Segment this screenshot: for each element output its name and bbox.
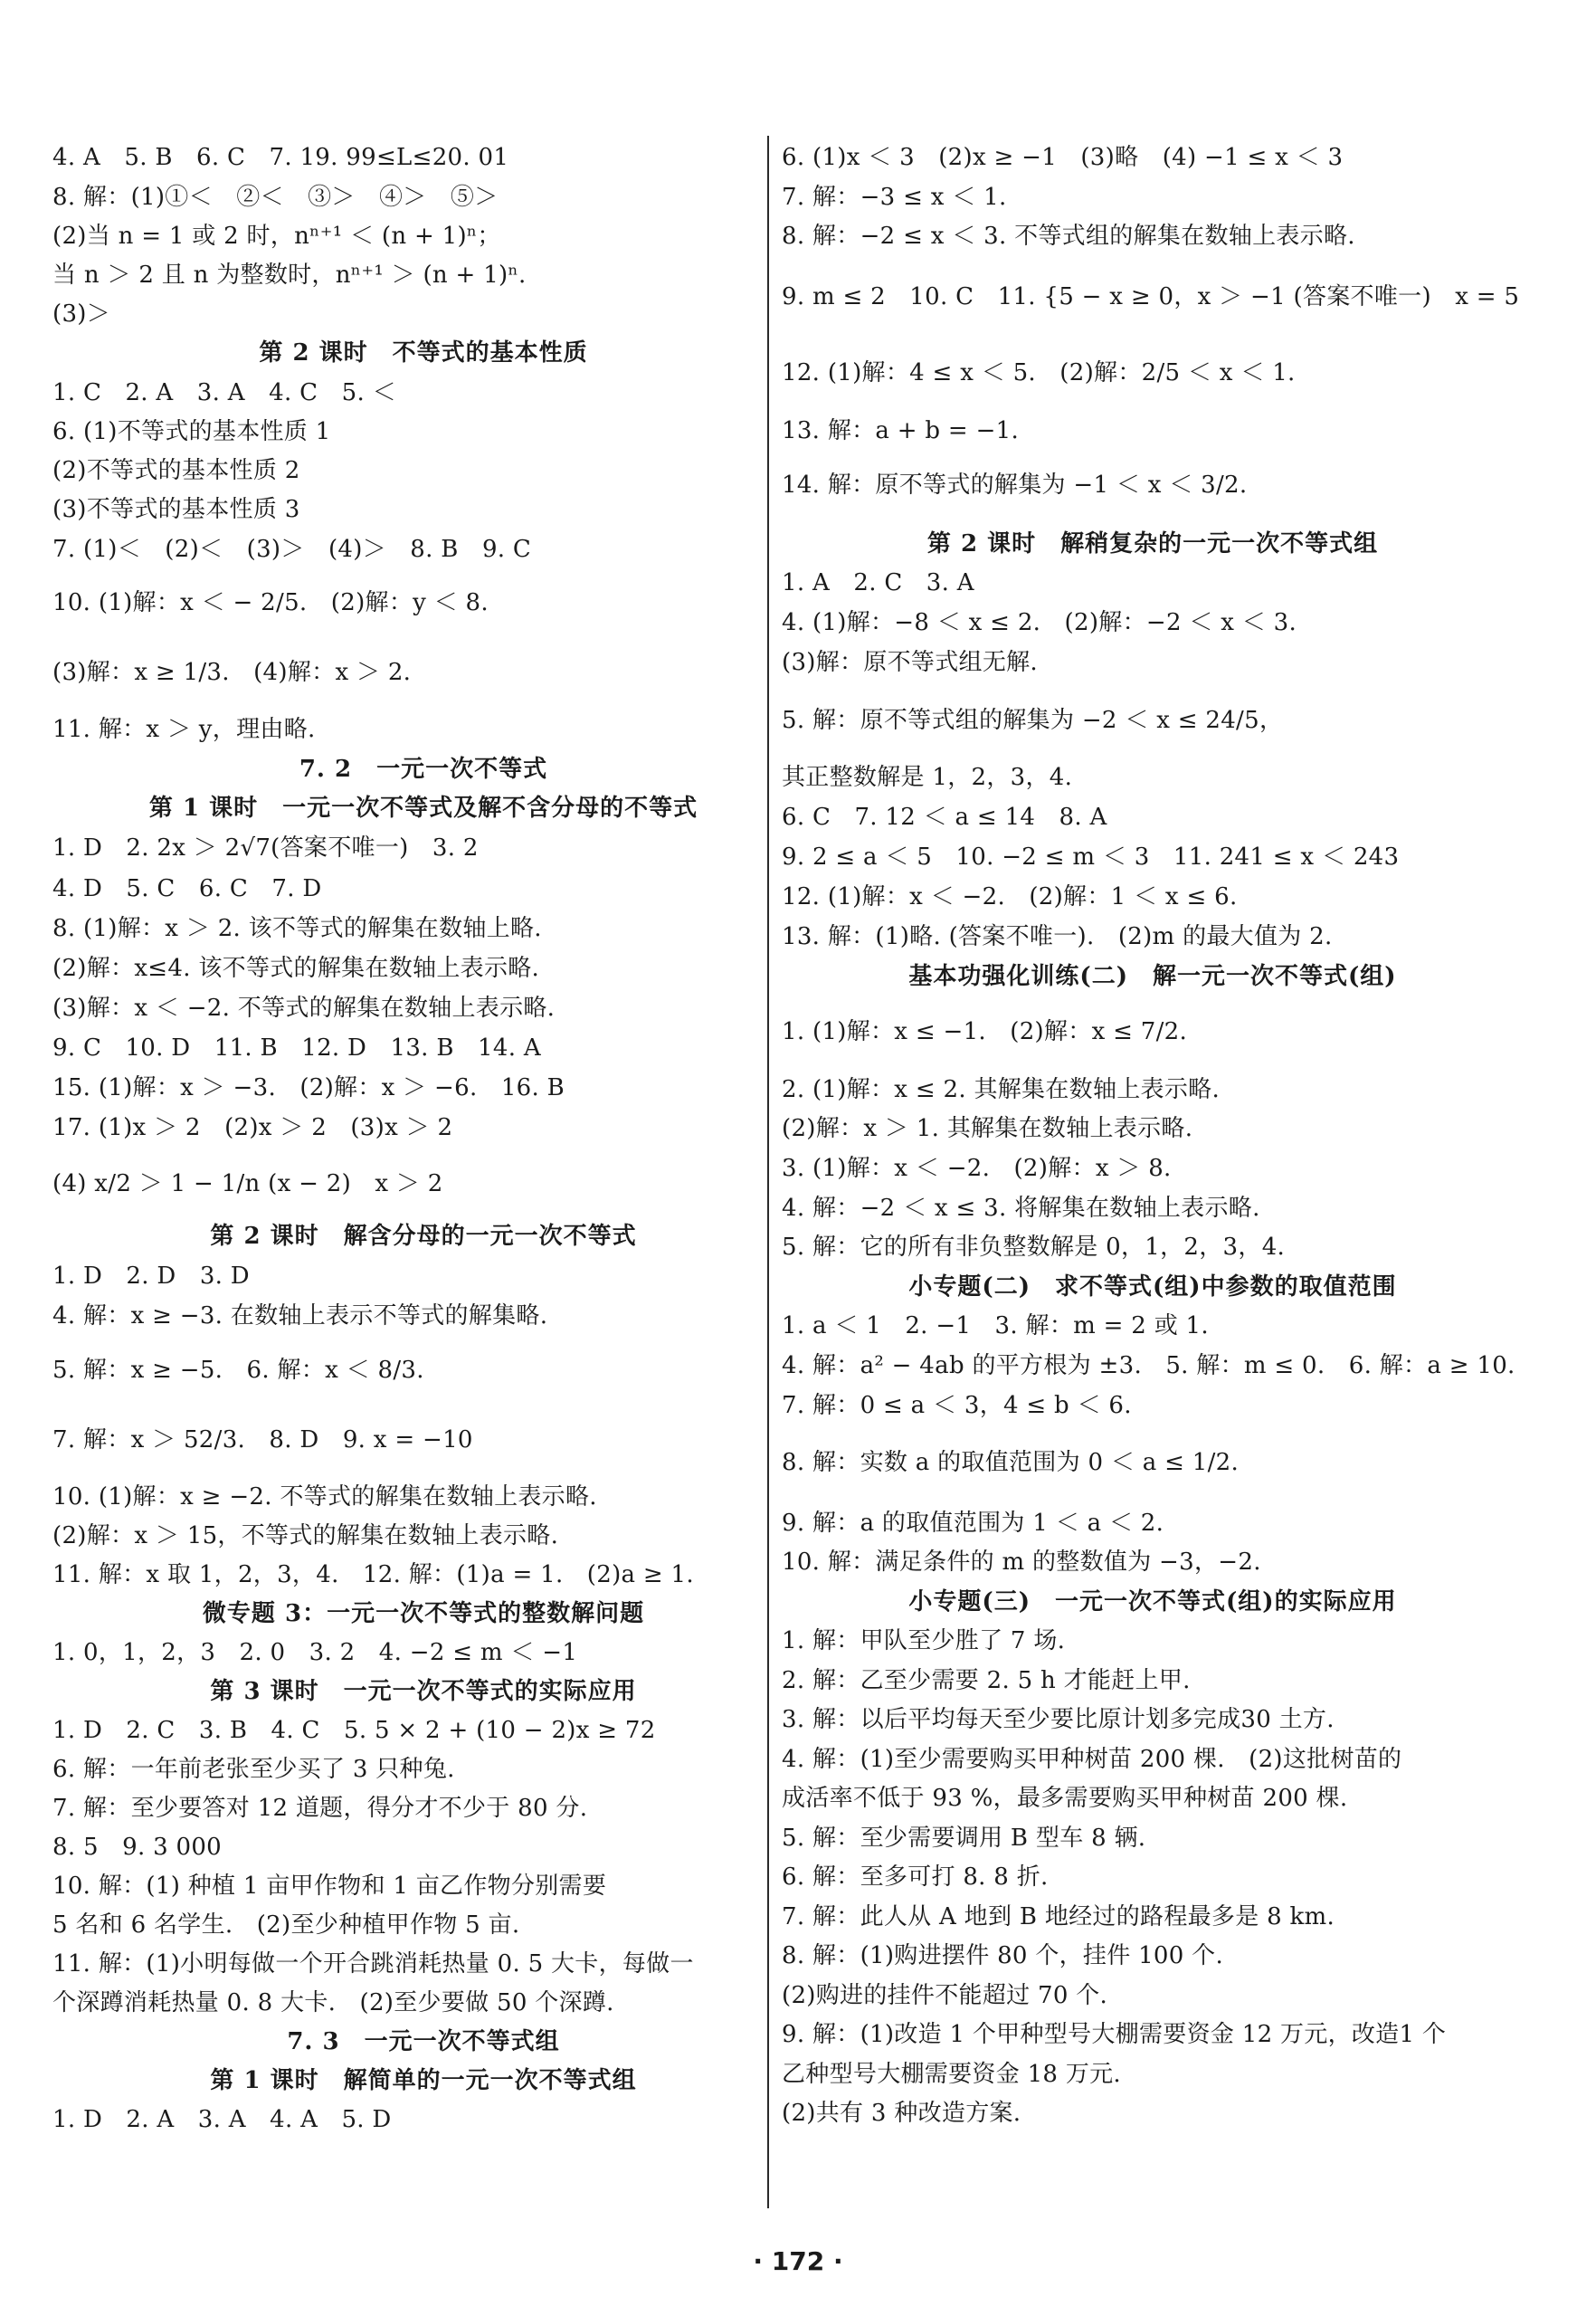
section-heading: 微专题 3：一元一次不等式的整数解问题 <box>202 1600 645 1627</box>
answer-line: 8. (1)解：x ＞ 2. 该不等式的解集在数轴上略. <box>52 915 542 942</box>
answer-line: 10. (1)解：x ＜ − 2/5. (2)解：y ＜ 8. <box>52 589 489 616</box>
answer-line: 10. 解：(1) 种植 1 亩甲作物和 1 亩乙作物分别需要 <box>52 1873 607 1900</box>
answer-line: 17. (1)x ＞ 2 (2)x ＞ 2 (3)x ＞ 2 <box>52 1114 453 1141</box>
answer-line: 6. (1)不等式的基本性质 1 <box>52 418 331 445</box>
page-number: · 172 · <box>753 2246 843 2276</box>
answer-line: (4) x/2 ＞ 1 − 1/n (x − 2) x ＞ 2 <box>52 1170 443 1197</box>
answer-line: 5. 解：它的所有非负整数解是 0，1，2，3，4. <box>782 1234 1286 1261</box>
section-heading: 第 2 课时 解稍复杂的一元一次不等式组 <box>926 530 1379 558</box>
section-heading: 第 2 课时 解含分母的一元一次不等式 <box>210 1223 637 1250</box>
answer-line: 4. D 5. C 6. C 7. D <box>52 875 322 902</box>
answer-line: (2)不等式的基本性质 2 <box>52 457 300 484</box>
answer-line: 1. a ＜ 1 2. −1 3. 解：m = 2 或 1. <box>782 1312 1209 1339</box>
answer-line: 11. 解：x 取 1，2，3，4. 12. 解：(1)a = 1. (2)a ≥ 1. <box>52 1561 694 1588</box>
answer-line: 个深蹲消耗热量 0. 8 大卡. (2)至少要做 50 个深蹲. <box>52 1989 614 2016</box>
section-heading: 7. 3 一元一次不等式组 <box>287 2028 560 2055</box>
answer-line: 6. (1)x ＜ 3 (2)x ≥ −1 (3)略 (4) −1 ≤ x ＜ 3 <box>782 144 1344 171</box>
answer-line: 4. (1)解：−8 ＜ x ≤ 2. (2)解：−2 ＜ x ＜ 3. <box>782 609 1297 636</box>
section-heading: 第 1 课时 解简单的一元一次不等式组 <box>210 2067 637 2094</box>
answer-line: 11. 解：(1)小明每做一个开合跳消耗热量 0. 5 大卡，每做一 <box>52 1950 694 1978</box>
answer-line: (3)解：原不等式组无解. <box>782 649 1038 676</box>
section-heading: 第 3 课时 一元一次不等式的实际应用 <box>210 1678 637 1705</box>
section-heading: 小专题(二) 求不等式(组)中参数的取值范围 <box>908 1273 1397 1301</box>
answer-line: 4. 解：−2 ＜ x ≤ 3. 将解集在数轴上表示略. <box>782 1195 1260 1222</box>
answer-line: (3)解：x ＜ −2. 不等式的解集在数轴上表示略. <box>52 995 556 1022</box>
answer-line: 1. A 2. C 3. A <box>782 569 974 596</box>
answer-line: 6. 解：至多可打 8. 8 折. <box>782 1863 1049 1891</box>
answer-line: 11. 解：x ＞ y，理由略. <box>52 716 316 743</box>
answer-line: 8. 5 9. 3 000 <box>52 1834 223 1861</box>
answer-line: 其正整数解是 1，2，3，4. <box>782 764 1073 791</box>
answer-line: (2)共有 3 种改造方案. <box>782 2100 1021 2127</box>
answer-line: 1. 解：甲队至少胜了 7 场. <box>782 1627 1066 1654</box>
answer-line: 8. 解：−2 ≤ x ＜ 3. 不等式组的解集在数轴上表示略. <box>782 223 1355 250</box>
answer-line: (2)解：x ＞ 15，不等式的解集在数轴上表示略. <box>52 1522 559 1549</box>
answer-line: 1. D 2. A 3. A 4. A 5. D <box>52 2106 392 2133</box>
answer-line: (3)解：x ≥ 1/3. (4)解：x ＞ 2. <box>52 659 412 686</box>
column-divider <box>767 136 769 2208</box>
answer-line: 12. (1)解：4 ≤ x ＜ 5. (2)解：2/5 ＜ x ＜ 1. <box>782 359 1296 386</box>
answer-line: 4. A 5. B 6. C 7. 19. 99≤L≤20. 01 <box>52 144 509 171</box>
answer-line: 7. 解：−3 ≤ x ＜ 1. <box>782 184 1007 211</box>
answer-line: 9. 2 ≤ a ＜ 5 10. −2 ≤ m ＜ 3 11. 241 ≤ x ＜ 243 <box>782 843 1400 871</box>
answer-line: (2)解：x ＞ 1. 其解集在数轴上表示略. <box>782 1115 1193 1142</box>
answer-line: 当 n ＞ 2 且 n 为整数时，nⁿ⁺¹ ＞ (n + 1)ⁿ. <box>52 262 527 289</box>
answer-line: 5. 解：至少需要调用 B 型车 8 辆. <box>782 1825 1146 1852</box>
answer-line: 7. (1)＜ (2)＜ (3)＞ (4)＞ 8. B 9. C <box>52 536 532 563</box>
section-heading: 第 1 课时 一元一次不等式及解不含分母的不等式 <box>148 795 698 822</box>
answer-line: 2. 解：乙至少需要 2. 5 h 才能赶上甲. <box>782 1667 1191 1694</box>
answer-line: 乙种型号大棚需要资金 18 万元. <box>782 2061 1121 2088</box>
answer-line: (3)＞ <box>52 300 111 328</box>
answer-line: 3. (1)解：x ＜ −2. (2)解：x ＞ 8. <box>782 1155 1172 1182</box>
answer-line: 5. 解：x ≥ −5. 6. 解：x ＜ 8/3. <box>52 1357 424 1384</box>
answer-line: 6. 解：一年前老张至少买了 3 只种兔. <box>52 1756 455 1783</box>
answer-line: 1. C 2. A 3. A 4. C 5. ＜ <box>52 379 396 406</box>
answer-line: 1. 0，1，2，3 2. 0 3. 2 4. −2 ≤ m ＜ −1 <box>52 1639 578 1666</box>
answer-line: 13. 解：(1)略. (答案不唯一). (2)m 的最大值为 2. <box>782 923 1333 950</box>
answer-line: 7. 解：至少要答对 12 道题，得分才不少于 80 分. <box>52 1795 588 1822</box>
answer-line: 4. 解：(1)至少需要购买甲种树苗 200 棵. (2)这批树苗的 <box>782 1746 1402 1773</box>
answer-line: (3)不等式的基本性质 3 <box>52 496 300 523</box>
answer-line: 4. 解：x ≥ −3. 在数轴上表示不等式的解集略. <box>52 1302 548 1330</box>
answer-line: 5 名和 6 名学生. (2)至少种植甲作物 5 亩. <box>52 1911 520 1939</box>
answer-line: 7. 解：此人从 A 地到 B 地经过的路程最多是 8 km. <box>782 1903 1335 1930</box>
answer-line: 10. 解：满足条件的 m 的整数值为 −3，−2. <box>782 1549 1261 1576</box>
answer-line: 1. D 2. 2x ＞ 2√7(答案不唯一) 3. 2 <box>52 834 479 862</box>
answer-line: 成活率不低于 93 %，最多需要购买甲种树苗 200 棵. <box>782 1785 1348 1812</box>
answer-line: 3. 解：以后平均每天至少要比原计划多完成30 土方. <box>782 1706 1335 1733</box>
answer-line: (2)购进的挂件不能超过 70 个. <box>782 1982 1108 2009</box>
answer-line: 9. m ≤ 2 10. C 11. {5 − x ≥ 0，x ＞ −1 (答案不唯一) x = 5 <box>782 283 1520 310</box>
answer-line: 9. 解：(1)改造 1 个甲种型号大棚需要资金 12 万元，改造1 个 <box>782 2021 1447 2048</box>
answer-line: 9. 解：a 的取值范围为 1 ＜ a ＜ 2. <box>782 1510 1164 1537</box>
answer-line: 1. D 2. C 3. B 4. C 5. 5 × 2 + (10 − 2)x ≥ 72 <box>52 1717 656 1744</box>
answer-line: 4. 解：a² − 4ab 的平方根为 ±3. 5. 解：m ≤ 0. 6. 解：a ≥ 10. <box>782 1352 1515 1379</box>
section-heading: 第 2 课时 不等式的基本性质 <box>259 339 588 367</box>
section-heading: 7. 2 一元一次不等式 <box>299 756 548 783</box>
answer-line: 12. (1)解：x ＜ −2. (2)解：1 ＜ x ≤ 6. <box>782 883 1238 910</box>
section-heading: 基本功强化训练(二) 解一元一次不等式(组) <box>908 963 1397 990</box>
answer-line: 13. 解：a + b = −1. <box>782 417 1020 444</box>
answer-line: (2)当 n = 1 或 2 时，nⁿ⁺¹ ＜ (n + 1)ⁿ； <box>52 223 501 250</box>
answer-line: 6. C 7. 12 ＜ a ≤ 14 8. A <box>782 804 1107 831</box>
answer-line: 7. 解：0 ≤ a ＜ 3，4 ≤ b ＜ 6. <box>782 1392 1132 1419</box>
section-heading: 小专题(三) 一元一次不等式(组)的实际应用 <box>908 1588 1397 1615</box>
right-column <box>782 0 1524 2316</box>
answer-line: 1. D 2. D 3. D <box>52 1263 250 1290</box>
answer-line: 7. 解：x ＞ 52/3. 8. D 9. x = −10 <box>52 1426 473 1453</box>
left-column <box>52 0 794 2316</box>
answer-line: 2. (1)解：x ≤ 2. 其解集在数轴上表示略. <box>782 1076 1221 1103</box>
answer-line: 8. 解：(1)①＜ ②＜ ③＞ ④＞ ⑤＞ <box>52 184 499 211</box>
answer-line: 5. 解：原不等式组的解集为 −2 ＜ x ≤ 24/5， <box>782 707 1284 734</box>
answer-line: 8. 解：实数 a 的取值范围为 0 ＜ a ≤ 1/2. <box>782 1449 1240 1476</box>
answer-line: 8. 解：(1)购进摆件 80 个，挂件 100 个. <box>782 1942 1224 1969</box>
answer-line: 15. (1)解：x ＞ −3. (2)解：x ＞ −6. 16. B <box>52 1074 565 1101</box>
answer-line: 14. 解：原不等式的解集为 −1 ＜ x ＜ 3/2. <box>782 472 1248 499</box>
answer-line: 9. C 10. D 11. B 12. D 13. B 14. A <box>52 1034 541 1062</box>
answer-line: 10. (1)解：x ≥ −2. 不等式的解集在数轴上表示略. <box>52 1483 597 1511</box>
answer-line: 1. (1)解：x ≤ −1. (2)解：x ≤ 7/2. <box>782 1018 1188 1045</box>
answer-line: (2)解：x≤4. 该不等式的解集在数轴上表示略. <box>52 955 540 982</box>
